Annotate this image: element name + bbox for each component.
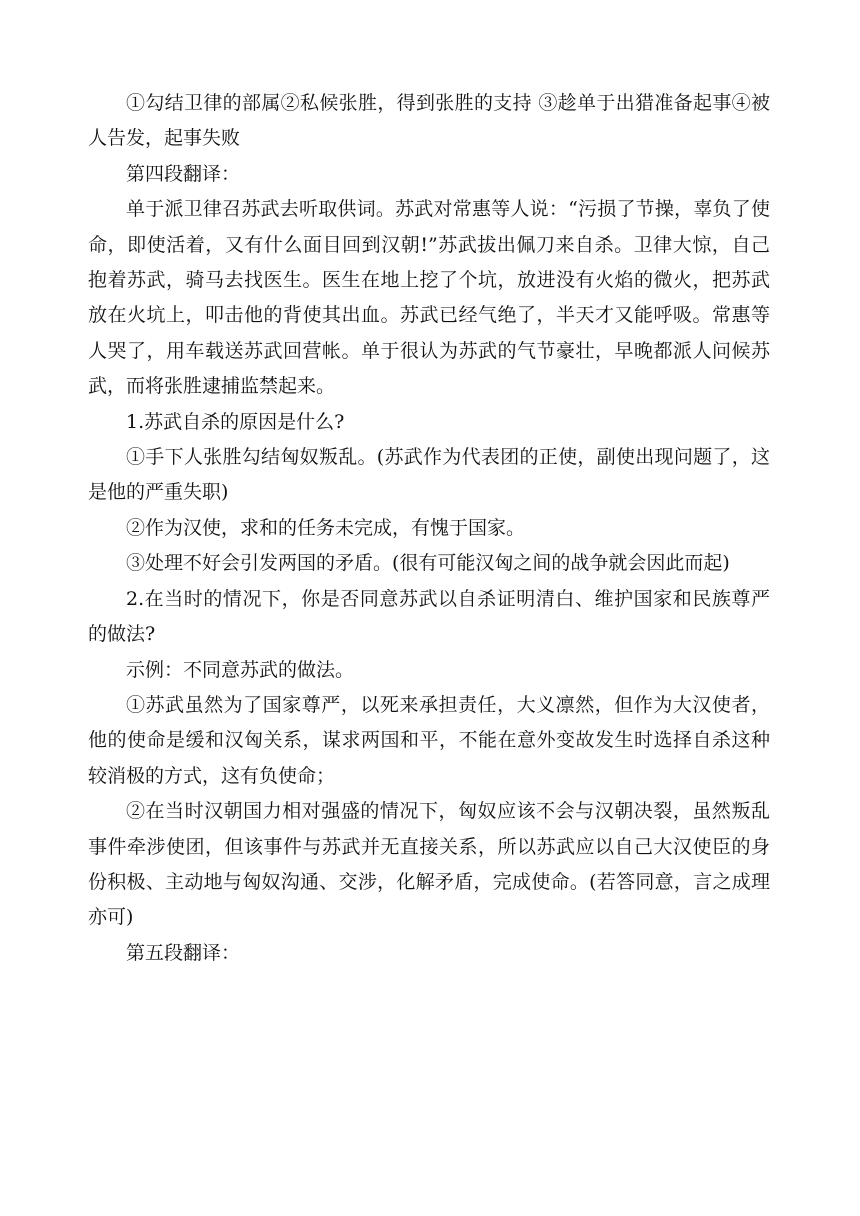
answer-two-example: 示例：不同意苏武的做法。 <box>126 658 355 681</box>
question-two: 2.在当时的情况下，你是否同意苏武以自杀证明清白、维护国家和民族尊严的做法? <box>88 587 770 646</box>
document-page <box>88 86 770 971</box>
answer-one-point-three: ③处理不好会引发两国的矛盾。(很有可能汉匈之间的战争就会因此而起) <box>126 552 730 575</box>
answer-two-point-one: ①苏武虽然为了国家尊严，以死来承担责任，大义凛然，但作为大汉使者，他的使命是缓和汉匈关系，谋求两国和平，不能在意外变故发生时选择自杀这种较消极的方式，这有负使命； <box>88 693 770 787</box>
section-four-translation-text: 单于派卫律召苏武去听取供词。苏武对常惠等人说：“污损了节操，辜负了使命，即使活着，又有什么面目回到汉朝!”苏武拔出佩刀来自杀。卫律大惊，自己抱着苏武，骑马去找医生。医生在地上挖了个坑，放进没有火焰的微火，把苏武放在火坑上，叩击他的背使其出血。苏武已经气绝了，半天才又能呼吸。常惠等人哭了，用车载送苏武回营帐。单于很认为苏武的气节豪壮，早晚都派人问候苏武，而将张胜逮捕监禁起来。 <box>88 198 770 398</box>
answer-two-point-two: ②在当时汉朝国力相对强盛的情况下，匈奴应该不会与汉朝决裂，虽然叛乱事件牵涉使团，但该事件与苏武并无直接关系，所以苏武应以自己大汉使臣的身份积极、主动地与匈奴沟通、交涉，化解矛盾，完成使命。(若答同意，言之成理亦可) <box>88 800 770 929</box>
section-five-translation-heading: 第五段翻译： <box>126 941 241 964</box>
plot-steps-answer: ①勾结卫律的部属②私候张胜，得到张胜的支持 ③趁单于出猎准备起事④被人告发，起事失败 <box>88 92 770 150</box>
answer-one-point-one: ①手下人张胜勾结匈奴叛乱。(苏武作为代表团的正使，副使出现问题了，这是他的严重失职) <box>88 446 770 504</box>
answer-one-point-two: ②作为汉使，求和的任务未完成，有愧于国家。 <box>126 516 526 539</box>
section-four-translation-heading: 第四段翻译： <box>126 162 241 185</box>
question-one: 1.苏武自杀的原因是什么? <box>126 410 345 433</box>
